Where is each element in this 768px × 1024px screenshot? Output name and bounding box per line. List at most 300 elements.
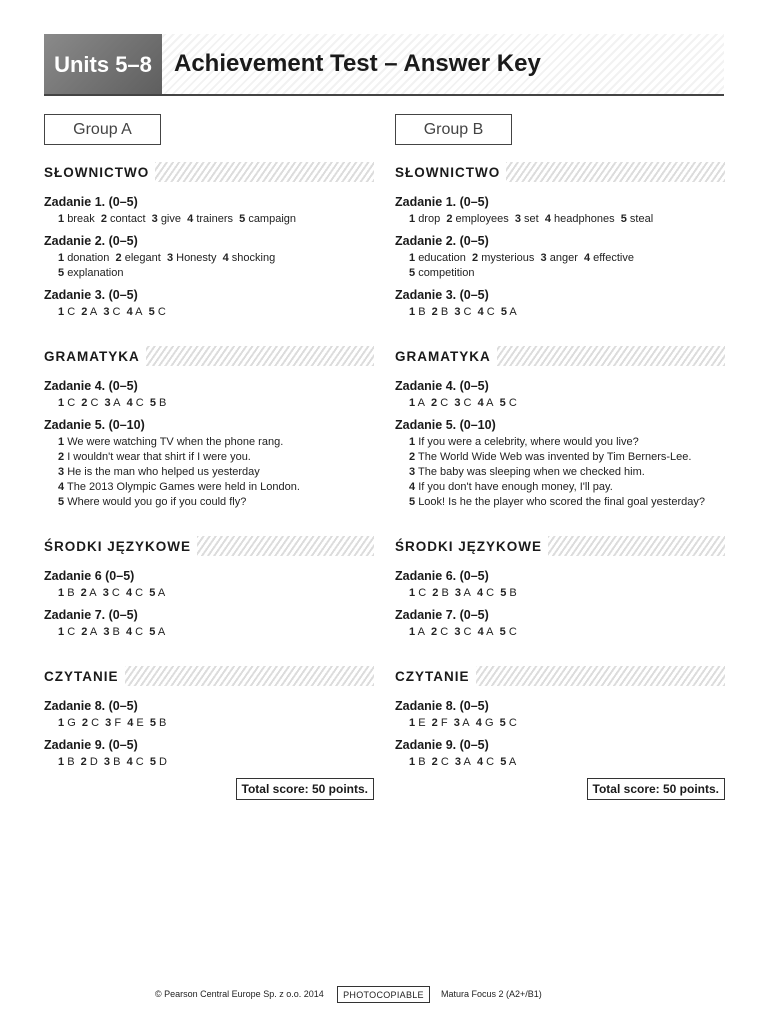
group-b-column [395,114,725,804]
answer-number: 5 [149,717,156,729]
answer-value: A [486,626,494,638]
answer-line [58,495,374,510]
task-title: Zadanie 1. (0–5) [44,195,138,209]
section-title: SŁOWNICTWO [44,164,150,180]
task [395,194,725,227]
answer-line [409,266,725,281]
answer-value: C [486,587,495,599]
answer-number: 1 [58,252,65,264]
section-header [395,536,725,556]
answer-value: C [135,626,144,638]
answer-value: D [159,756,167,768]
answer-value: A [417,397,425,409]
answer-number: 4 [477,397,484,409]
section-title: CZYTANIE [395,668,470,684]
answer-number: 3 [104,397,111,409]
answer-value: F [114,717,122,729]
answer-number: 2 [81,626,88,638]
answer-number: 3 [58,466,65,478]
answer-number: 1 [409,436,416,448]
task-answers [395,305,725,320]
answer-line [58,251,374,266]
answer-number: 1 [58,717,65,729]
answer-value: B [112,626,120,638]
answer-number: 1 [409,587,416,599]
answer-value: set [524,213,539,225]
answer-line [409,212,725,227]
task [44,194,374,227]
answer-number: 1 [58,397,65,409]
section-header [44,536,374,556]
task [395,568,725,601]
answer-number: 5 [149,756,156,768]
answer-value: D [89,756,98,768]
section-hatch-decoration [497,346,725,366]
answer-value: E [136,717,144,729]
answer-number: 1 [58,436,65,448]
answer-value: donation [67,252,110,264]
group-label-box: Group B [395,114,512,145]
answer-value: C [463,306,472,318]
answer-value: G [484,717,494,729]
task-answers [44,251,374,281]
answer-line [58,465,374,480]
answer-value: competition [418,267,475,279]
answer-number: 4 [477,306,484,318]
task-answers [395,755,725,770]
answer-line [409,625,725,640]
task [395,417,725,510]
task [395,737,725,770]
answer-value: C [508,626,517,638]
answer-number: 4 [126,756,133,768]
section [395,346,725,510]
title-band [162,34,724,96]
answer-value: education [418,252,466,264]
answer-number: 1 [58,306,65,318]
answer-value: A [157,587,166,599]
task-answers [395,586,725,601]
answer-value: C [91,717,100,729]
task-title: Zadanie 2. (0–5) [44,234,138,248]
answer-number: 3 [453,717,460,729]
task-answers [44,396,374,411]
answer-line [409,435,725,450]
answer-value: break [67,213,95,225]
answer-number: 1 [409,756,416,768]
answer-number: 5 [148,306,155,318]
answer-number: 5 [409,496,416,508]
section [44,536,374,640]
answer-number: 2 [431,626,438,638]
answer-number: 5 [499,626,506,638]
task-title: Zadanie 8. (0–5) [395,699,489,713]
section-hatch-decoration [197,536,374,556]
answer-value: A [463,587,471,599]
group-label-box: Group A [44,114,161,145]
answer-number: 2 [431,717,438,729]
answer-value: Where would you go if you could fly? [67,496,247,508]
answer-line [58,716,374,731]
answer-value: C [508,397,517,409]
task [44,417,374,510]
answer-value: campaign [248,213,297,225]
answer-value: B [441,587,449,599]
answer-number: 2 [81,397,88,409]
answer-value: employees [455,213,509,225]
task [44,233,374,281]
task-title: Zadanie 7. (0–5) [44,608,138,622]
task-title: Zadanie 4. (0–5) [44,379,138,393]
answer-value: B [418,306,426,318]
answer-value: give [160,213,181,225]
section [44,346,374,510]
answer-number: 5 [500,587,507,599]
task-title: Zadanie 5. (0–10) [44,418,145,432]
answer-number: 2 [80,756,87,768]
answer-value: shocking [231,252,276,264]
photocopiable-badge: PHOTOCOPIABLE [337,986,430,1003]
answer-number: 4 [58,481,65,493]
answer-value: A [89,306,98,318]
answer-value: A [508,756,517,768]
answer-number: 4 [583,252,591,264]
answer-number: 1 [58,587,65,599]
header-rule [44,94,724,96]
section-hatch-decoration [155,162,374,182]
answer-number: 3 [151,213,158,225]
answer-number: 5 [239,213,246,225]
answer-line [58,755,374,770]
answer-number: 4 [125,587,133,599]
answer-number: 5 [149,397,156,409]
task [44,607,374,640]
answer-value: A [463,756,471,768]
answer-number: 5 [149,587,156,599]
answer-number: 2 [431,756,438,768]
answer-line [58,435,374,450]
answer-value: C [418,587,427,599]
answer-value: C [67,626,76,638]
answer-number: 2 [115,252,122,264]
section [395,666,725,770]
answer-value: C [486,756,495,768]
answer-number: 2 [81,717,88,729]
answer-value: G [67,717,76,729]
answer-value: C [486,306,495,318]
answer-value: He is the man who helped us yesterday [67,466,260,478]
answer-value: elegant [124,252,161,264]
answer-line [58,266,374,281]
answer-value: C [463,626,472,638]
answer-value: explanation [67,267,124,279]
answer-number: 4 [475,717,482,729]
section-header [44,346,374,366]
answer-number: 3 [103,626,110,638]
answer-value: If you don't have enough money, I'll pay. [418,481,613,493]
course-name: Matura Focus 2 (A2+/B1) [441,989,542,999]
answer-value: A [462,717,470,729]
section-title: ŚRODKI JĘZYKOWE [395,538,543,554]
task-answers [44,586,374,601]
answer-number: 3 [454,626,461,638]
answer-line [58,586,374,601]
task [395,287,725,320]
answer-line [409,716,725,731]
answer-number: 3 [514,213,521,225]
answer-number: 5 [499,717,506,729]
task-title: Zadanie 3. (0–5) [44,288,138,302]
task [395,378,725,411]
task [395,698,725,731]
task-answers [44,305,374,320]
answer-value: A [486,397,494,409]
task-title: Zadanie 6 (0–5) [44,569,135,583]
section-hatch-decoration [476,666,726,686]
answer-value: headphones [554,213,615,225]
answer-value: B [67,756,75,768]
answer-value: Honesty [176,252,217,264]
answer-value: C [440,397,449,409]
section [395,162,725,320]
answer-value: I wouldn't wear that shirt if I were you. [67,451,251,463]
task-answers [44,435,374,510]
task-title: Zadanie 9. (0–5) [395,738,489,752]
answer-number: 3 [102,587,109,599]
answer-number: 5 [500,756,507,768]
answer-value: C [67,397,76,409]
task-title: Zadanie 4. (0–5) [395,379,489,393]
section-header [44,162,374,182]
answer-value: trainers [196,213,233,225]
section-header [44,666,374,686]
answer-number: 5 [499,397,506,409]
answer-value: effective [593,252,634,264]
answer-value: B [159,397,167,409]
answer-value: C [440,626,449,638]
answer-number: 2 [446,213,453,225]
section [44,162,374,320]
section-header [395,666,725,686]
answer-value: anger [549,252,578,264]
section-hatch-decoration [146,346,374,366]
answer-value: The baby was sleeping when we checked him. [417,466,645,478]
answer-line [58,305,374,320]
task-answers [395,396,725,411]
answer-number: 1 [58,213,65,225]
answer-value: We were watching TV when the phone rang. [67,436,284,448]
answer-line [409,465,725,480]
answer-number: 1 [409,397,416,409]
answer-value: steal [629,213,654,225]
answer-line [409,396,725,411]
answer-value: C [508,717,517,729]
answer-value: E [418,717,426,729]
answer-number: 5 [58,267,65,279]
answer-value: C [135,756,144,768]
units-badge: Units 5–8 [44,34,162,96]
answer-value: mysterious [481,252,535,264]
section-header [395,346,725,366]
answer-number: 2 [81,306,88,318]
answer-value: B [440,306,449,318]
task-answers [395,625,725,640]
answer-value: B [113,756,121,768]
answer-line [409,450,725,465]
answer-value: A [417,626,425,638]
answer-value: Look! Is he the player who scored the final goal yesterday? [418,496,705,508]
answer-number: 1 [58,756,65,768]
task-answers [44,755,374,770]
answer-number: 2 [409,451,416,463]
section-title: GRAMATYKA [44,348,140,364]
answer-line [58,396,374,411]
group-a-column [44,114,374,804]
answer-line [58,480,374,495]
section-title: ŚRODKI JĘZYKOWE [44,538,192,554]
answer-number: 3 [166,252,174,264]
task [395,607,725,640]
answer-number: 3 [454,397,461,409]
answer-number: 4 [476,587,484,599]
answer-number: 3 [103,306,110,318]
answer-number: 3 [105,717,112,729]
section-hatch-decoration [125,666,375,686]
answer-value: B [418,756,426,768]
answer-value: F [440,717,448,729]
answer-value: contact [110,213,146,225]
answer-value: C [157,306,166,318]
section-title: CZYTANIE [44,668,119,684]
answer-value: C [111,587,120,599]
task-answers [395,716,725,731]
answer-number: 4 [222,252,229,264]
answer-number: 2 [432,587,439,599]
answer-value: C [112,306,121,318]
answer-value: A [89,626,98,638]
answer-value: If you were a celebrity, where would you live? [418,436,639,448]
section [44,666,374,770]
answer-number: 3 [409,466,416,478]
section-hatch-decoration [506,162,725,182]
total-score-box: Total score: 50 points. [236,778,374,800]
answer-value: A [113,397,121,409]
answer-number: 2 [80,587,87,599]
answer-number: 4 [409,481,416,493]
task-title: Zadanie 2. (0–5) [395,234,489,248]
answer-number: 3 [540,252,547,264]
answer-number: 4 [125,626,133,638]
task [44,378,374,411]
copyright-text: © Pearson Central Europe Sp. z o.o. 2014 [155,989,324,999]
answer-number: 3 [103,756,111,768]
task-answers [44,716,374,731]
task-title: Zadanie 3. (0–5) [395,288,489,302]
answer-number: 3 [454,306,461,318]
answer-value: C [67,306,76,318]
answer-number: 5 [500,306,507,318]
task-answers [395,212,725,227]
total-score-box: Total score: 50 points. [587,778,725,800]
task-answers [395,251,725,281]
answer-number: 1 [409,213,416,225]
answer-number: 2 [431,397,438,409]
answer-line [409,755,725,770]
answer-value: C [90,397,99,409]
answer-line [58,212,374,227]
answer-number: 4 [477,626,484,638]
task [44,568,374,601]
task [44,737,374,770]
task-answers [44,212,374,227]
answer-value: B [67,587,75,599]
answer-value: B [509,587,517,599]
task-answers [44,625,374,640]
task [395,233,725,281]
answer-line [409,251,725,266]
task-answers [395,435,725,510]
answer-value: A [89,587,97,599]
answer-number: 4 [187,213,194,225]
task-title: Zadanie 5. (0–10) [395,418,496,432]
answer-number: 4 [476,756,484,768]
section-title: GRAMATYKA [395,348,491,364]
answer-number: 1 [58,626,65,638]
page-title: Achievement Test – Answer Key [174,50,541,77]
answer-number: 5 [58,496,65,508]
answer-number: 2 [472,252,479,264]
answer-value: drop [418,213,441,225]
answer-number: 2 [58,451,65,463]
answer-number: 5 [620,213,627,225]
answer-value: The World Wide Web was invented by Tim Berners-Lee. [417,451,692,463]
answer-value: C [135,397,144,409]
task-title: Zadanie 8. (0–5) [44,699,138,713]
task-title: Zadanie 9. (0–5) [44,738,138,752]
answer-number: 1 [409,252,416,264]
answer-number: 2 [431,306,438,318]
answer-number: 1 [409,717,416,729]
answer-number: 4 [127,717,134,729]
task-title: Zadanie 7. (0–5) [395,608,489,622]
answer-number: 4 [126,397,133,409]
answer-value: B [159,717,167,729]
answer-number: 2 [100,213,107,225]
answer-number: 5 [409,267,416,279]
answer-value: C [463,397,472,409]
answer-value: The 2013 Olympic Games were held in London. [66,481,300,493]
answer-number: 3 [454,587,462,599]
answer-line [409,495,725,510]
answer-value: A [157,626,166,638]
answer-line [58,450,374,465]
page-footer [0,986,768,1004]
section-hatch-decoration [548,536,725,556]
answer-line [58,625,374,640]
answer-value: C [440,756,449,768]
task [44,698,374,731]
answer-number: 5 [149,626,156,638]
section-title: SŁOWNICTWO [395,164,501,180]
answer-line [409,480,725,495]
section-header [395,162,725,182]
answer-number: 1 [409,306,416,318]
answer-number: 3 [454,756,462,768]
task-title: Zadanie 1. (0–5) [395,195,489,209]
answer-number: 4 [126,306,133,318]
answer-number: 1 [409,626,416,638]
answer-number: 4 [544,213,551,225]
